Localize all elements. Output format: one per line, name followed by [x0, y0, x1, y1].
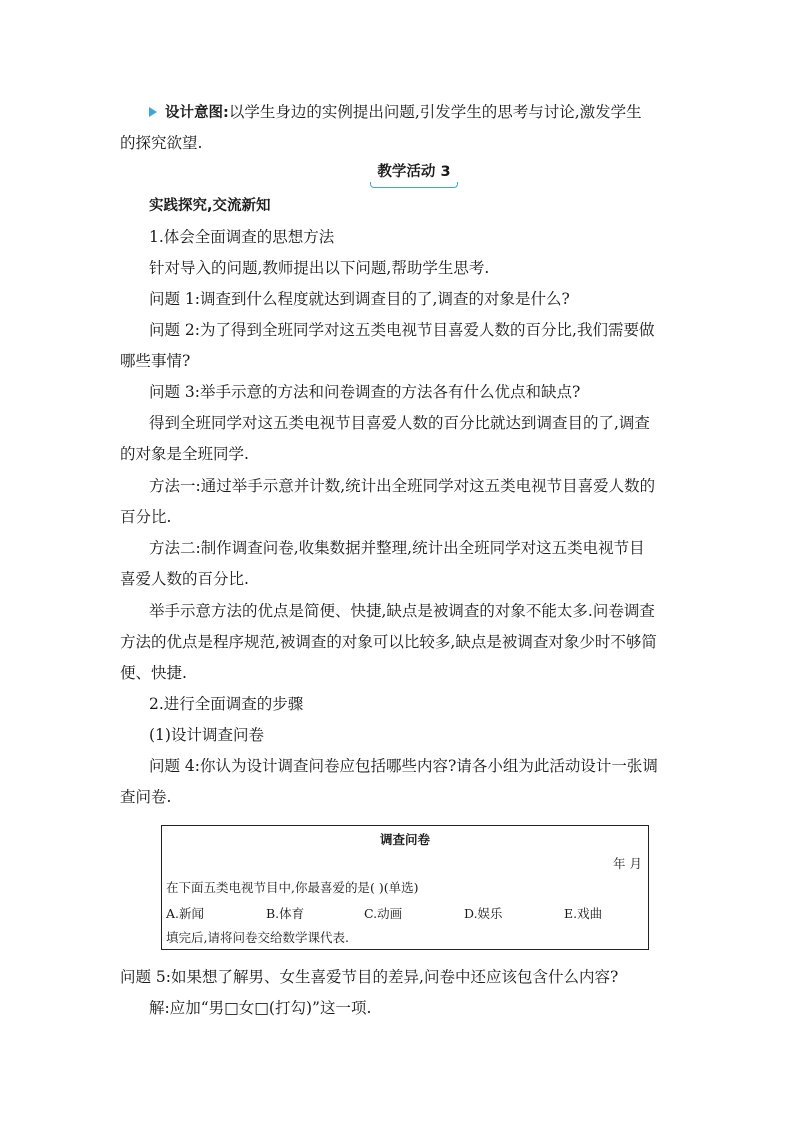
paragraph: 解:应加“男□女□(打勾)”这一项. — [149, 999, 372, 1017]
paragraph: 2.进行全面调查的步骤 — [149, 695, 304, 713]
paragraph: 方法一:通过举手示意并计数,统计出全班同学对这五类电视节目喜爱人数的 — [149, 477, 656, 495]
paragraph: 问题 1:调查到什么程度就达到调查目的了,调查的对象是什么? — [149, 290, 570, 308]
paragraph: 问题 5:如果想了解男、女生喜爱节目的差异,问卷中还应该包含什么内容? — [120, 968, 619, 986]
paragraph: (1)设计调查问卷 — [149, 726, 264, 744]
questionnaire-option: A.新闻 — [166, 906, 205, 921]
activity-title: 教学活动 3 — [377, 164, 451, 180]
questionnaire-date: 年 月 — [613, 856, 642, 871]
section-title: 实践探究,交流新知 — [149, 198, 271, 214]
questionnaire-footer: 填完后,请将问卷交给数学课代表. — [166, 930, 349, 945]
paragraph-cont: 方法的优点是程序规范,被调查的对象可以比较多,缺点是被调查对象少时不够简 — [120, 633, 657, 651]
paragraph: 方法二:制作调查问卷,收集数据并整理,统计出全班同学对这五类电视节目 — [149, 539, 645, 557]
questionnaire-option: B.体育 — [266, 906, 305, 921]
paragraph: 问题 4:你认为设计调查问卷应包括哪些内容?请各小组为此活动设计一张调 — [149, 757, 658, 775]
paragraph: 问题 2:为了得到全班同学对这五类电视节目喜爱人数的百分比,我们需要做 — [149, 321, 655, 339]
activity-title-underline — [370, 182, 458, 188]
questionnaire-option: E.戏曲 — [564, 906, 603, 921]
design-intent-line — [149, 102, 680, 123]
paragraph-cont: 的对象是全班同学. — [120, 445, 249, 463]
paragraph: 针对导入的问题,教师提出以下问题,帮助学生思考. — [149, 259, 490, 277]
design-intent-text: 以学生身边的实例提出问题,引发学生的思考与讨论,激发学生 — [228, 103, 642, 121]
questionnaire-question: 在下面五类电视节目中,你最喜爱的是( )(单选) — [166, 880, 419, 895]
triangle-bullet-icon — [149, 107, 157, 117]
paragraph: 问题 3:举手示意的方法和问卷调查的方法各有什么优点和缺点? — [149, 383, 581, 401]
paragraph-cont: 百分比. — [120, 508, 172, 526]
paragraph-cont: 哪些事情? — [120, 352, 191, 370]
paragraph-cont: 便、快捷. — [120, 664, 187, 682]
paragraph: 举手示意方法的优点是简便、快捷,缺点是被调查的对象不能太多.问卷调查 — [149, 602, 655, 620]
paragraph-cont: 喜爱人数的百分比. — [120, 570, 249, 588]
questionnaire-box — [161, 825, 649, 950]
paragraph-cont: 查问卷. — [120, 788, 172, 806]
design-intent-label: 设计意图: — [165, 105, 229, 121]
design-intent-text-cont: 的探究欲望. — [120, 134, 203, 152]
questionnaire-title: 调查问卷 — [379, 832, 430, 847]
questionnaire-option: D.娱乐 — [464, 906, 503, 921]
paragraph: 得到全班同学对这五类电视节目喜爱人数的百分比就达到调查目的了,调查 — [149, 414, 650, 432]
paragraph: 1.体会全面调查的思想方法 — [149, 228, 335, 246]
questionnaire-option: C.动画 — [364, 906, 403, 921]
